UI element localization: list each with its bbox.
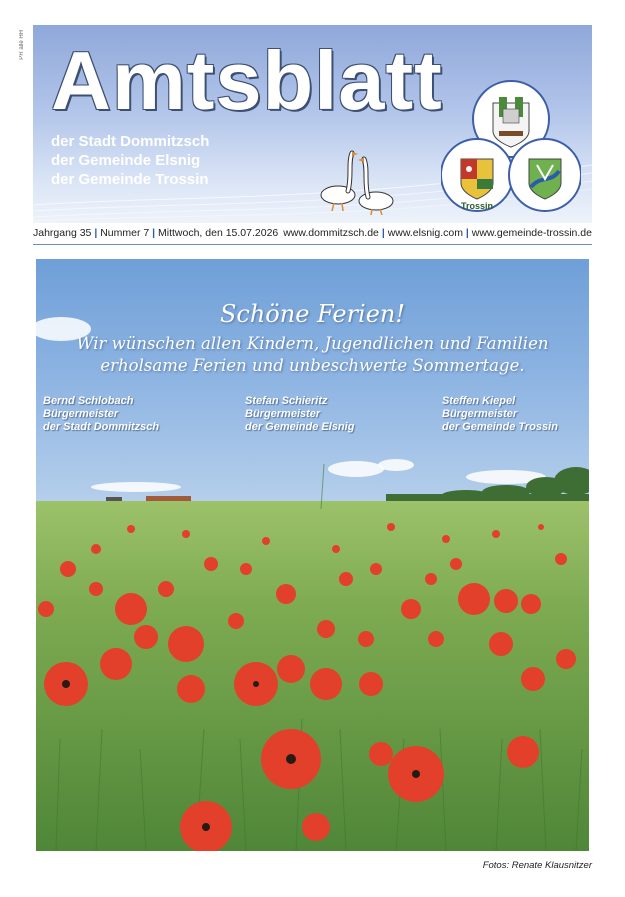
signature-role: Bürgermeister xyxy=(43,408,119,420)
municipal-crests xyxy=(441,75,581,215)
issue-volume: Jahrgang 35 xyxy=(33,227,92,239)
signature-org: der Stadt Dommitzsch xyxy=(43,421,160,433)
goose-left-icon xyxy=(321,152,358,211)
signature-org: der Gemeinde Trossin xyxy=(442,421,558,433)
masthead-title: Amtsblatt xyxy=(51,34,443,127)
signature-trossin xyxy=(442,395,558,434)
website-links xyxy=(283,227,592,239)
signature-role: Bürgermeister xyxy=(245,408,321,420)
link-elsnig[interactable]: www.elsnig.com xyxy=(387,227,463,239)
separator: | xyxy=(381,227,385,239)
link-dommitzsch[interactable]: www.dommitzsch.de xyxy=(283,227,379,239)
subtitle-dommitzsch: der Stadt Dommitzsch xyxy=(51,133,210,150)
greeting-line-1: Wir wünschen allen Kindern, Jugendlichen und Familien xyxy=(76,334,549,353)
crest-label: Trossin xyxy=(460,201,494,211)
greeting-title: Schöne Ferien! xyxy=(219,300,406,328)
signature-dommitzsch xyxy=(43,395,159,434)
dommitzsch-crest-icon xyxy=(493,97,529,147)
link-trossin[interactable]: www.gemeinde-trossin.de xyxy=(471,227,592,239)
signature-name: Stefan Schieritz xyxy=(245,395,328,407)
photo-credit: Fotos: Renate Klausnitzer xyxy=(482,860,592,871)
signature-org: der Gemeinde Elsnig xyxy=(245,421,355,433)
greeting-line-2: erholsame Ferien und unbeschwerte Sommertage. xyxy=(100,356,525,375)
issue-date: Mittwoch, den 15.07.2026 xyxy=(158,227,279,239)
subtitle-trossin: der Gemeinde Trossin xyxy=(51,171,209,188)
cover-photo xyxy=(36,259,589,851)
signature-name: Steffen Kiepel xyxy=(442,395,516,407)
separator: | xyxy=(465,227,469,239)
goose-right-icon xyxy=(358,158,393,215)
masthead xyxy=(33,25,592,223)
print-code: PR alle HH xyxy=(19,30,25,60)
signature-name: Bernd Schlobach xyxy=(43,395,134,407)
issue-info-bar xyxy=(33,226,592,242)
subtitle-elsnig: der Gemeinde Elsnig xyxy=(51,152,201,169)
separator: | xyxy=(94,227,98,239)
issue-number: Nummer 7 xyxy=(100,227,150,239)
signature-elsnig xyxy=(245,395,354,434)
geese-illustration xyxy=(318,145,398,215)
divider xyxy=(33,244,592,245)
signature-role: Bürgermeister xyxy=(442,408,518,420)
separator: | xyxy=(152,227,156,239)
greeting xyxy=(36,299,589,377)
issue-details xyxy=(33,227,278,239)
masthead-subtitles xyxy=(51,132,209,189)
